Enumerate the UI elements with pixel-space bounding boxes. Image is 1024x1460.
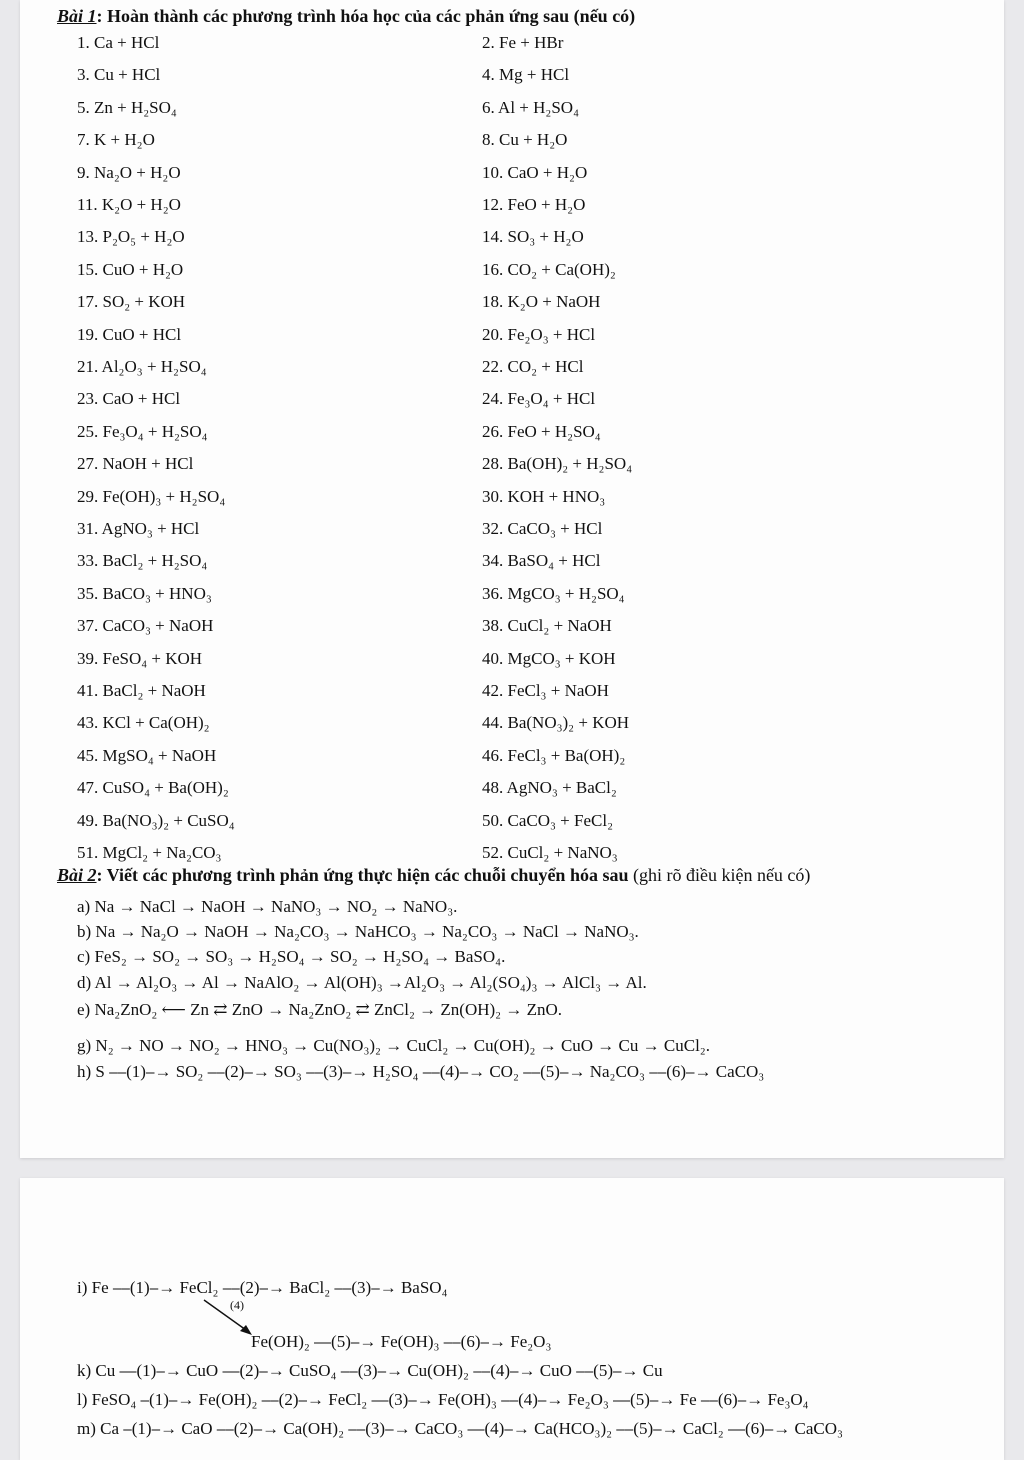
equation-item: 48. AgNO₃ + BaCl₂ [482, 778, 617, 798]
equation-item: 23. CaO + HCl [77, 389, 181, 409]
equation-item: 31. AgNO₃ + HCl [77, 519, 200, 538]
equation-item: 41. BaCl₂ + NaOH [77, 681, 206, 700]
equation-item: 21. Al₂O₃ + H₂SO₄ [77, 357, 207, 376]
equation-item: 47. CuSO₄ + Ba(OH)₂ [77, 778, 229, 798]
equation-item: 7. K + H₂O [77, 130, 155, 150]
chain-i-top: i) Fe ⎯⎯(1)⎯→ FeCl₂ ⎯⎯(2)⎯→ BaCl₂ ⎯⎯(3)⎯→ BaSO₄ [77, 1278, 448, 1297]
equation-item: 42. FeCl₃ + NaOH [482, 681, 609, 700]
equation-item: 45. MgSO₄ + NaOH [77, 745, 217, 765]
equation-item: 27. NaOH + HCl [77, 454, 194, 474]
equation-item: 17. SO₂ + KOH [77, 292, 186, 312]
equation-item: 40. MgCO₃ + KOH [482, 648, 616, 668]
equation-item: 2. Fe + HBr [482, 33, 564, 52]
equation-item: 12. FeO + H₂O [482, 195, 586, 214]
chain-i-branch-label: (4) [230, 1298, 244, 1312]
equation-item: 5. Zn + H₂SO₄ [77, 97, 177, 117]
chain-item: b) Na → Na₂O → NaOH → Na₂CO₃ → NaHCO₃ → Na₂CO₃ → NaCl → NaNO₃. [77, 922, 639, 941]
equation-item: 1. Ca + HCl [77, 33, 160, 52]
equation-item: 11. K₂O + H₂O [77, 195, 181, 214]
equation-item: 34. BaSO₄ + HCl [482, 551, 601, 571]
equation-item: 52. CuCl₂ + NaNO₃ [482, 843, 618, 862]
equation-item: 26. FeO + H₂SO₄ [482, 421, 601, 441]
equation-item: 25. Fe₃O₄ + H₂SO₄ [77, 421, 208, 441]
chain-item: a) Na → NaCl → NaOH → NaNO₃ → NO₂ → NaNO₃. [77, 897, 458, 916]
equation-item: 46. FeCl₃ + Ba(OH)₂ [482, 745, 626, 765]
equation-item: 36. MgCO₃ + H₂SO₄ [482, 583, 625, 603]
exercise-1-label: Bài 1 [57, 6, 97, 26]
chain-item: d) Al → Al₂O₃ → Al → NaAlO₂ → Al(OH)₃ →Al₂O₃ → Al₂(SO₄)₃ → AlCl₃ → Al. [77, 973, 647, 992]
exercise-1-instruction: : Hoàn thành các phương trình hóa học của các phản ứng sau (nếu có) [96, 6, 636, 26]
equation-item: 3. Cu + HCl [77, 65, 161, 85]
chain-i-bottom: Fe(OH)₂ ⎯⎯(5)⎯→ Fe(OH)₃ ⎯⎯(6)⎯→ Fe₂O₃ [251, 1332, 552, 1351]
chain-item: m) Ca ⎯(1)⎯→ CaO ⎯⎯(2)⎯→ Ca(OH)₂ ⎯⎯(3)⎯→ CaCO₃ ⎯⎯(4)⎯→ Ca(HCO₃)₂ ⎯⎯(5)⎯→ CaCl₂ ⎯⎯(6)⎯→ CaCO₃ [77, 1419, 843, 1438]
equation-item: 32. CaCO₃ + HCl [482, 519, 603, 538]
equation-item: 35. BaCO₃ + HNO₃ [77, 583, 212, 603]
exercise-2-instruction: : Viết các phương trình phản ứng thực hiện các chuỗi chuyển hóa sau [96, 865, 629, 885]
chain-item: k) Cu ⎯⎯(1)⎯→ CuO ⎯⎯(2)⎯→ CuSO₄ ⎯⎯(3)⎯→ Cu(OH)₂ ⎯⎯(4)⎯→ CuO ⎯⎯(5)⎯→ Cu [77, 1361, 663, 1380]
equation-item: 24. Fe₃O₄ + HCl [482, 389, 596, 409]
chain-item: l) FeSO₄ ⎯(1)⎯→ Fe(OH)₂ ⎯⎯(2)⎯→ FeCl₂ ⎯⎯(3)⎯→ Fe(OH)₃ ⎯⎯(4)⎯→ Fe₂O₃ ⎯⎯(5)⎯→ Fe ⎯⎯(6)⎯→ Fe₃O₄ [77, 1390, 809, 1409]
equation-item: 10. CaO + H₂O [482, 162, 588, 182]
equation-item: 6. Al + H₂SO₄ [482, 97, 580, 117]
equation-item: 4. Mg + HCl [482, 65, 570, 85]
equation-item: 20. Fe₂O₃ + HCl [482, 324, 596, 344]
equation-item: 15. CuO + H₂O [77, 259, 184, 279]
equation-item: 22. CO₂ + HCl [482, 357, 584, 376]
exercise-2-title [57, 865, 810, 886]
equation-item: 38. CuCl₂ + NaOH [482, 616, 612, 636]
chain-item: h) S ⎯⎯(1)⎯→ SO₂ ⎯⎯(2)⎯→ SO₃ ⎯⎯(3)⎯→ H₂SO₄ ⎯⎯(4)⎯→ CO₂ ⎯⎯(5)⎯→ Na₂CO₃ ⎯⎯(6)⎯→ CaCO₃ [77, 1062, 765, 1081]
equation-item: 19. CuO + HCl [77, 324, 182, 344]
exercise-1-title [57, 6, 635, 27]
equation-item: 33. BaCl₂ + H₂SO₄ [77, 551, 208, 571]
chain-item: c) FeS₂ → SO₂ → SO₃ → H₂SO₄ → SO₂ → H₂SO₄ → BaSO₄. [77, 947, 506, 966]
equation-item: 30. KOH + HNO₃ [482, 486, 606, 506]
equation-item: 43. KCl + Ca(OH)₂ [77, 713, 210, 733]
equation-item: 44. Ba(NO₃)₂ + KOH [482, 713, 630, 733]
equation-item: 9. Na₂O + H₂O [77, 162, 181, 182]
equation-item: 49. Ba(NO₃)₂ + CuSO₄ [77, 810, 235, 830]
equation-item: 29. Fe(OH)₃ + H₂SO₄ [77, 486, 226, 506]
equation-item: 13. P₂O₅ + H₂O [77, 227, 185, 247]
equation-item: 28. Ba(OH)₂ + H₂SO₄ [482, 454, 633, 474]
equation-item: 18. K₂O + NaOH [482, 292, 601, 312]
chain-item: g) N₂ → NO → NO₂ → HNO₃ → Cu(NO₃)₂ → CuCl₂ → Cu(OH)₂ → CuO → Cu → CuCl₂. [77, 1036, 710, 1055]
equation-item: 14. SO₃ + H₂O [482, 227, 584, 247]
equation-item: 16. CO₂ + Ca(OH)₂ [482, 259, 616, 279]
equation-item: 50. CaCO₃ + FeCl₂ [482, 810, 614, 830]
exercise-2-label: Bài 2 [57, 865, 97, 885]
equation-item: 8. Cu + H₂O [482, 130, 568, 150]
equation-item: 51. MgCl₂ + Na₂CO₃ [77, 843, 222, 862]
equation-item: 37. CaCO₃ + NaOH [77, 616, 214, 636]
exercise-2-note: (ghi rõ điều kiện nếu có) [628, 865, 811, 885]
chain-item: e) Na₂ZnO₂ ⟵ Zn ⇄ ZnO → Na₂ZnO₂ ⇄ ZnCl₂ → Zn(OH)₂ → ZnO. [77, 1000, 563, 1019]
equation-item: 39. FeSO₄ + KOH [77, 648, 203, 668]
